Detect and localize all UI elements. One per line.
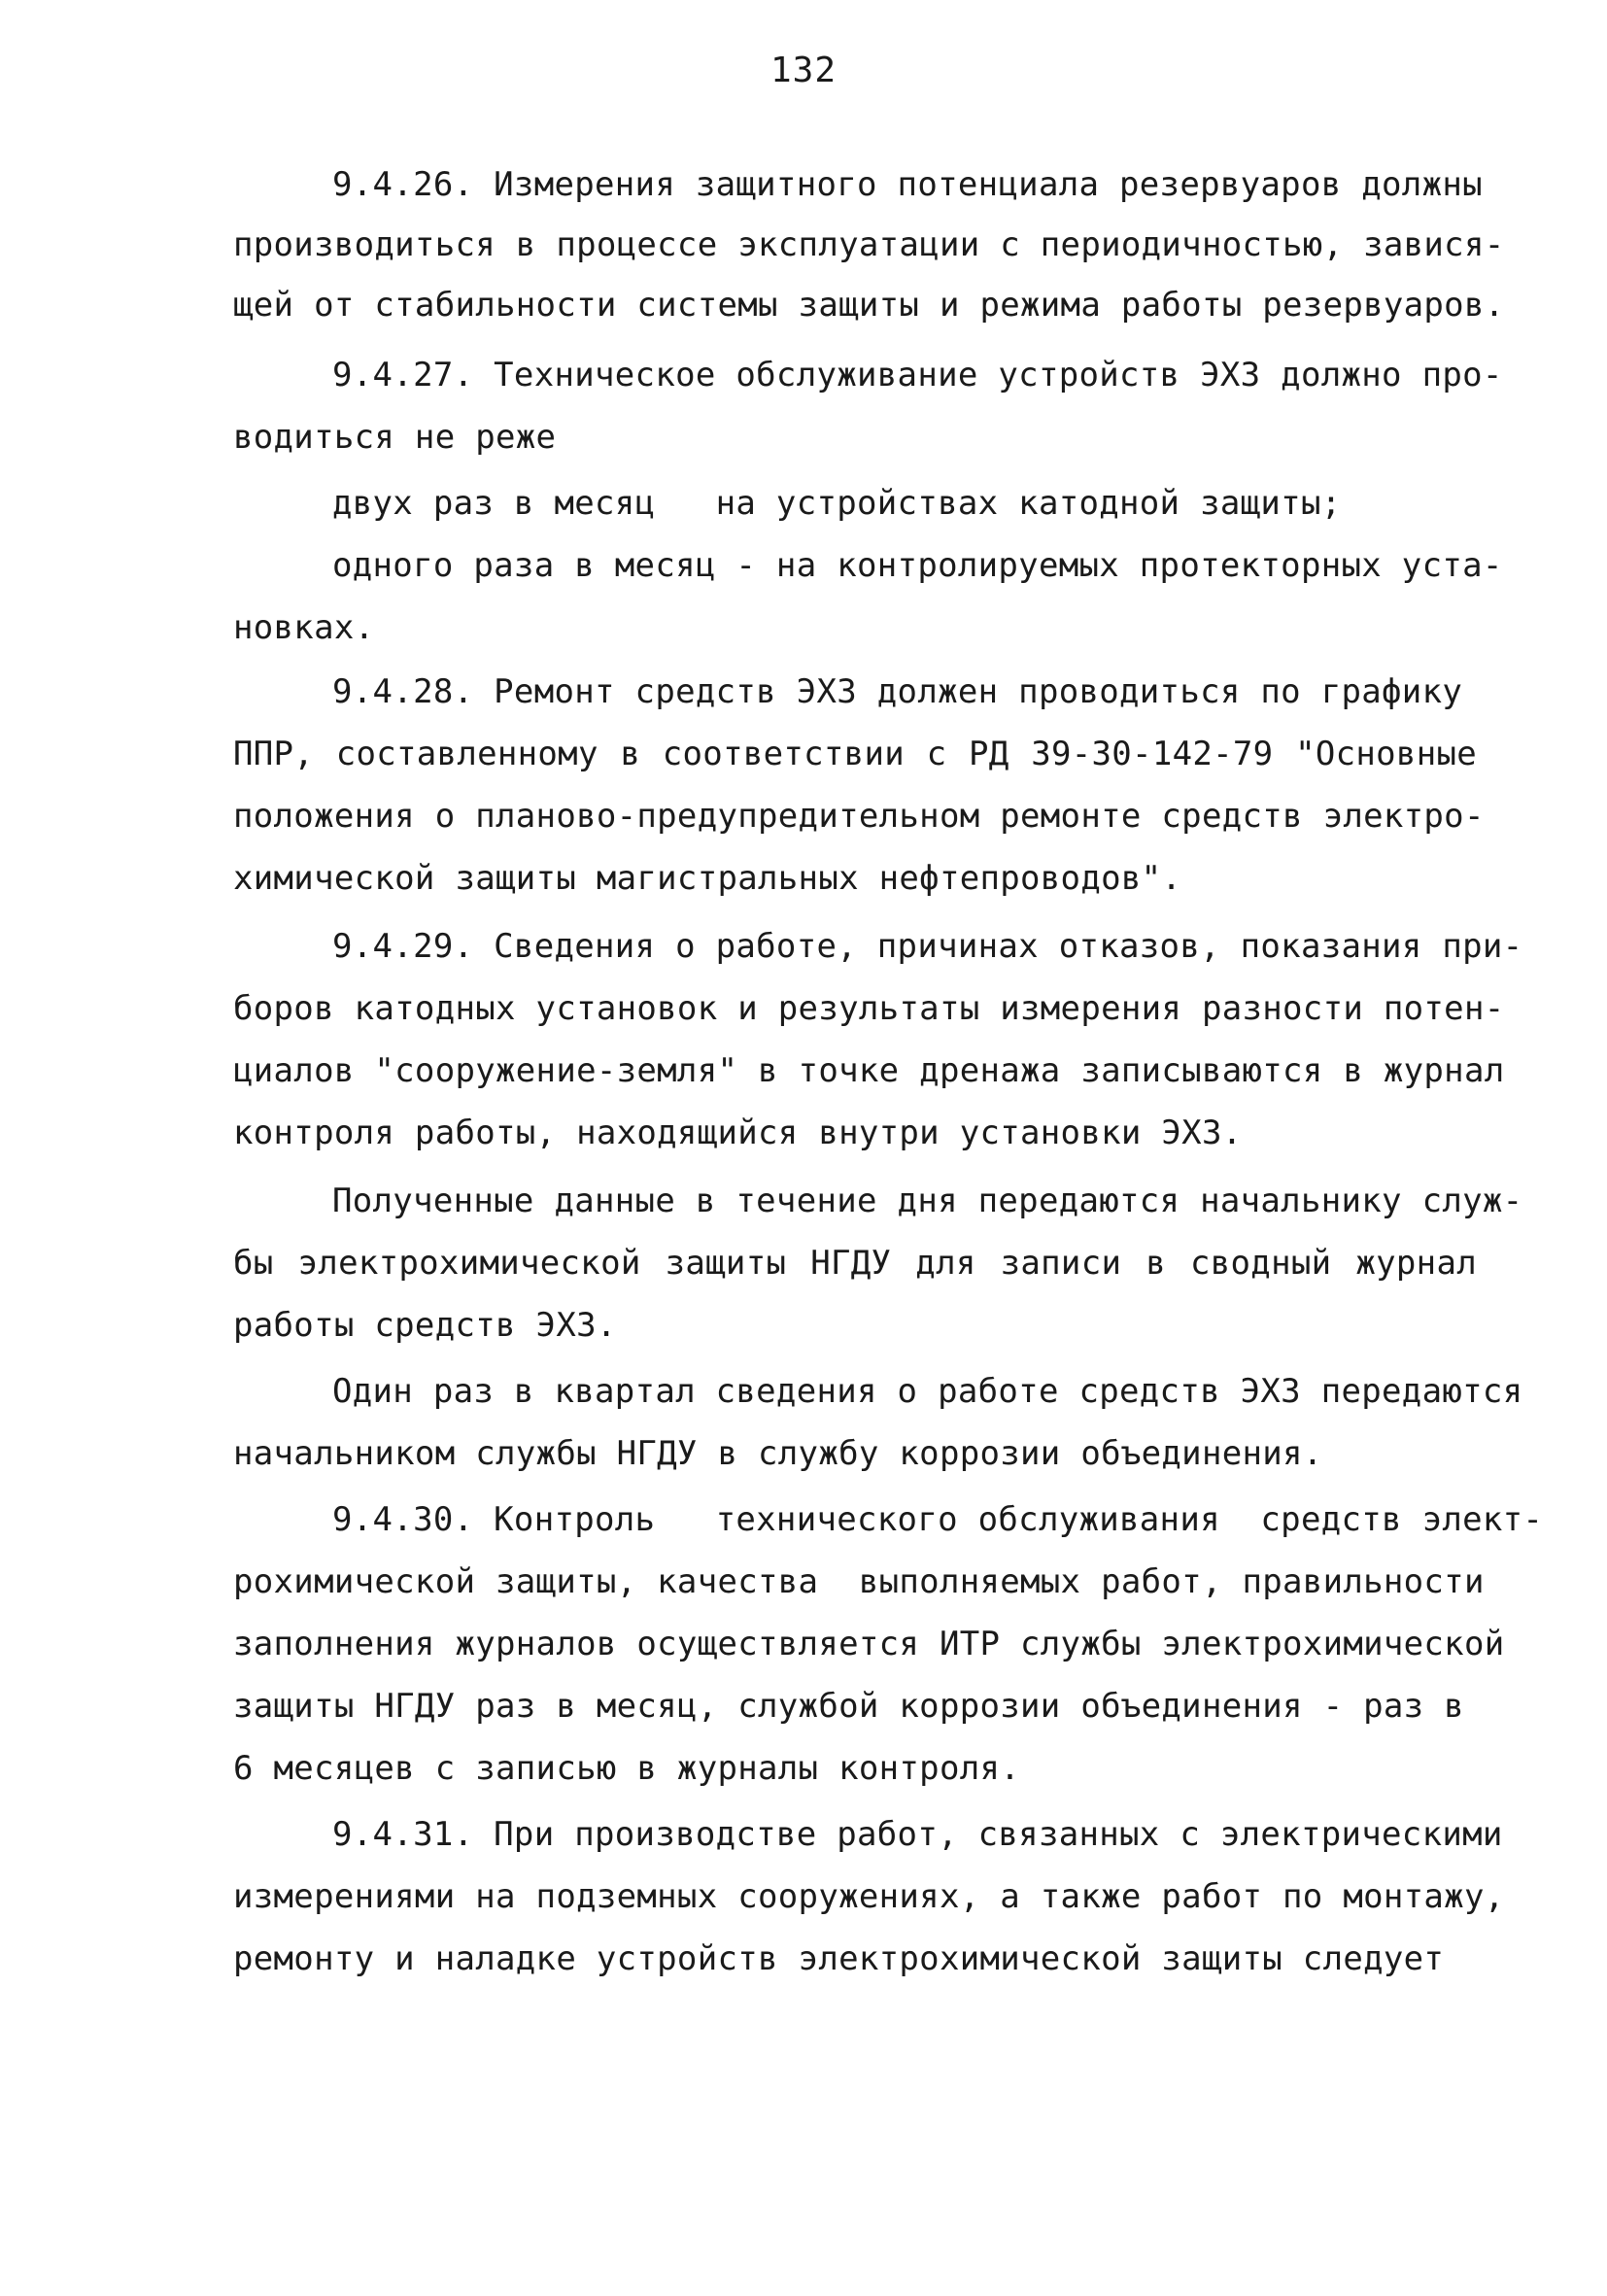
- text-line: двух раз в месяц на устройствах катодной защиты;: [332, 484, 1342, 523]
- text-line: 9.4.26. Измерения защитного потенциала резервуаров должны: [332, 165, 1483, 204]
- text-line: водиться не реже: [233, 418, 557, 457]
- text-line: заполнения журналов осуществляется ИТР службы электрохимической: [233, 1625, 1505, 1663]
- text-line: измерениями на подземных сооружениях, а также работ по монтажу,: [233, 1877, 1505, 1916]
- text-line: ППР, составленному в соответствии с РД 39-30-142-79 "Основные: [233, 735, 1477, 773]
- text-line: 9.4.27. Техническое обслуживание устройств ЭХЗ должно про-: [332, 356, 1503, 394]
- text-line: 9.4.30. Контроль технического обслуживания средств элект-: [332, 1500, 1544, 1539]
- text-line: 9.4.28. Ремонт средств ЭХЗ должен проводиться по графику: [332, 672, 1463, 711]
- text-line: 9.4.29. Сведения о работе, причинах отказов, показания при-: [332, 927, 1523, 966]
- text-line: щей от стабильности системы защиты и режима работы резервуаров.: [233, 286, 1505, 325]
- page-number: 132: [769, 51, 838, 90]
- text-line: Полученные данные в течение дня передаются начальнику служ-: [332, 1182, 1523, 1220]
- text-line: одного раза в месяц - на контролируемых протекторных уста-: [332, 546, 1503, 585]
- text-line: контроля работы, находящийся внутри установки ЭХЗ.: [233, 1114, 1243, 1152]
- text-line: защиты НГДУ раз в месяц, службой коррозии объединения - раз в: [233, 1687, 1464, 1726]
- text-line: положения о планово-предупредительном ремонте средств электро-: [233, 797, 1485, 836]
- text-line: 9.4.31. При производстве работ, связанных с электрическими: [332, 1815, 1503, 1854]
- text-line: бы электрохимической защиты НГДУ для записи в сводный журнал: [233, 1244, 1477, 1283]
- text-line: 6 месяцев с записью в журналы контроля.: [233, 1749, 1021, 1788]
- text-line: циалов "сооружение-земля" в точке дренажа записываются в журнал: [233, 1051, 1505, 1090]
- text-line: ремонту и наладке устройств электрохимической защиты следует: [233, 1939, 1445, 1978]
- text-line: боров катодных установок и результаты измерения разности потен-: [233, 989, 1505, 1028]
- text-line: работы средств ЭХЗ.: [233, 1306, 617, 1345]
- text-line: рохимической защиты, качества выполняемых работ, правильности: [233, 1562, 1485, 1601]
- text-line: новках.: [233, 608, 375, 647]
- text-line: Один раз в квартал сведения о работе средств ЭХЗ передаются: [332, 1372, 1523, 1411]
- text-line: химической защиты магистральных нефтепроводов".: [233, 859, 1182, 898]
- text-line: производиться в процессе эксплуатации с периодичностью, завися-: [233, 225, 1505, 264]
- text-line: начальником службы НГДУ в службу коррозии объединения.: [233, 1434, 1323, 1473]
